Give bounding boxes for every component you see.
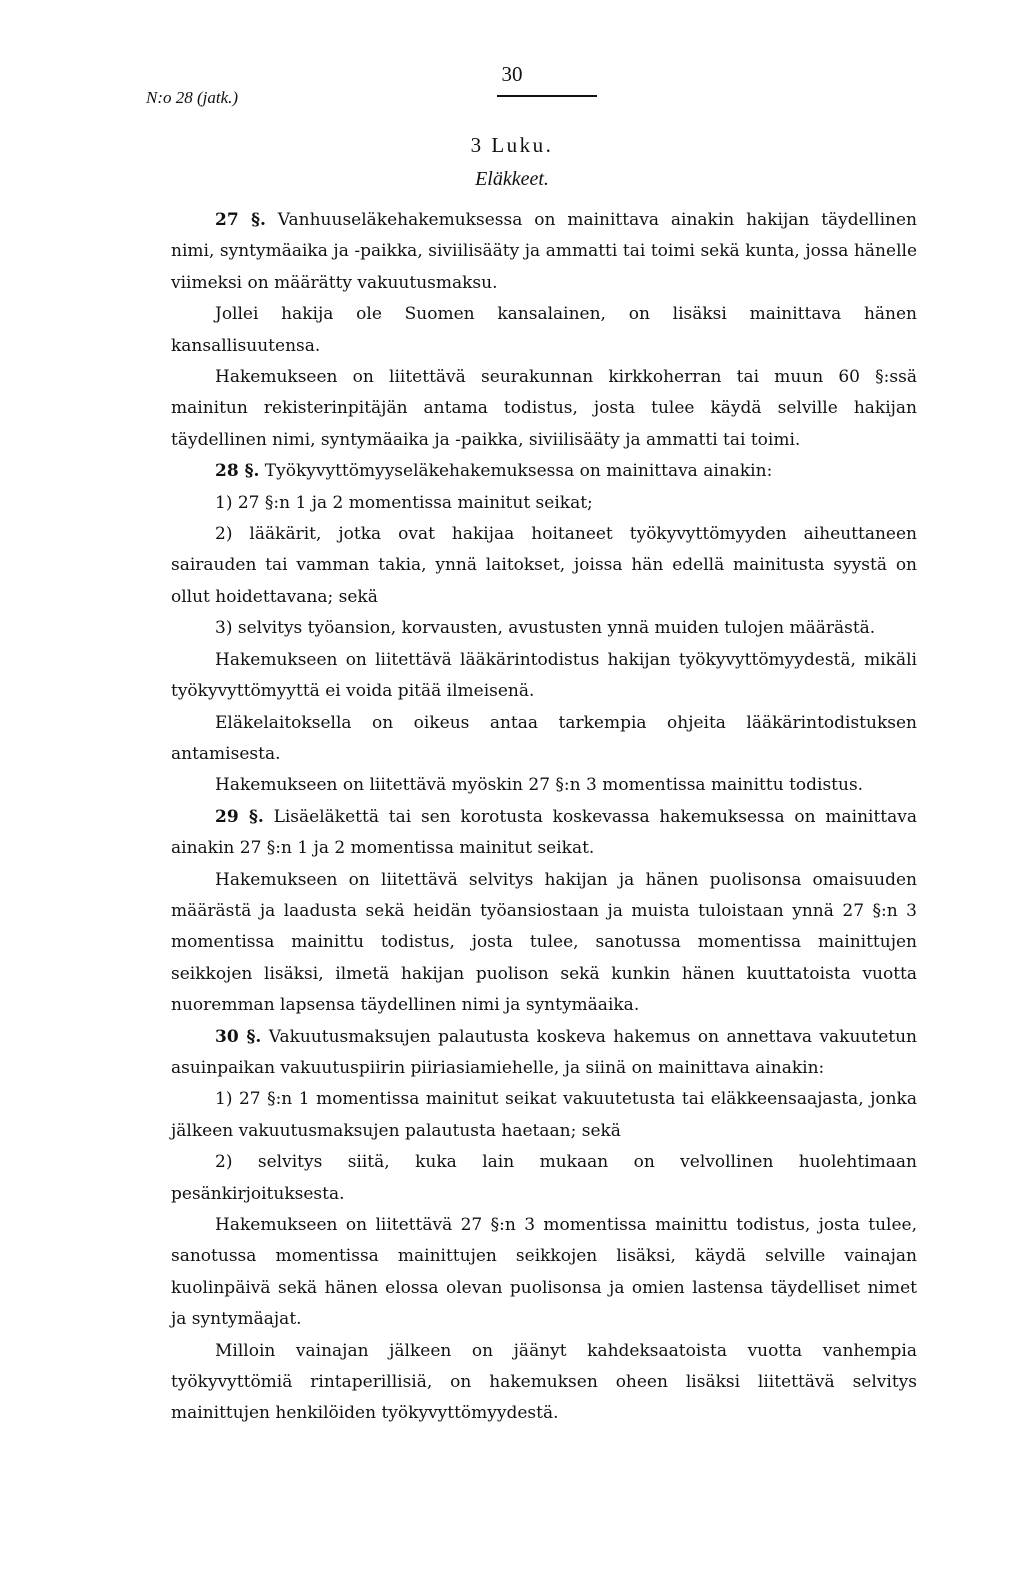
chapter-title: 3 Luku. <box>470 133 554 157</box>
paragraph-text: Eläkelaitoksella on oikeus antaa tarkempia ohjeita lääkärintodistuksen antamisesta. <box>171 712 917 764</box>
page-number: 30 <box>501 62 523 86</box>
paragraph-30-item-2 <box>171 1147 917 1210</box>
paragraph-text: Vanhuuseläkehakemuksessa on mainittava ainakin hakijan täydellinen nimi, syntymäaika ja -paikka, siviilisääty ja ammatti tai toimi sekä kunta, jossa hänelle viimeksi on määrätty vakuutusmaksu. <box>171 210 917 293</box>
paragraph-text: 1) 27 §:n 1 ja 2 momentissa mainitut seikat; <box>215 492 593 513</box>
section-number: 29 §. <box>215 806 264 827</box>
paragraph-28-3 <box>171 708 917 771</box>
paragraph-27-2 <box>171 299 917 362</box>
paragraph-text: Hakemukseen on liitettävä 27 §:n 3 momentissa mainittu todistus, josta tulee, sanotussa momentissa mainittujen seikkojen lisäksi, käydä selville vainajan kuolinpäivä sekä hänen elossa olevan puolisonsa ja omien lastensa täydelliset nimet ja syntymäajat. <box>171 1215 917 1330</box>
paragraph-text: Vakuutusmaksujen palautusta koskeva hakemus on annettava vakuutetun asuinpaikan vakuutuspiirin piiriasiamiehelle, ja siinä on mainittava ainakin: <box>171 1026 918 1078</box>
paragraph-30-item-1 <box>171 1084 917 1147</box>
paragraph-28-1 <box>171 456 917 487</box>
paragraph-27-3 <box>171 362 917 456</box>
page-number-rule <box>497 95 597 97</box>
paragraph-text: Milloin vainajan jälkeen on jäänyt kahdeksaatoista vuotta vanhempia työkyvyttömiä rintaperillisiä, on hakemuksen oheen lisäksi liitettävä selvitys mainittujen henkilöiden työkyvyttömyydestä. <box>171 1340 917 1424</box>
paragraph-30-2 <box>171 1210 917 1336</box>
paragraph-27-1 <box>171 205 917 299</box>
body-text <box>171 205 917 1430</box>
paragraph-text: Hakemukseen on liitettävä seurakunnan kirkkoherran tai muun 60 §:ssä mainitun rekisterinpitäjän antama todistus, josta tulee käydä selville hakijan täydellinen nimi, syntymäaika ja -paikka, siviilisääty ja ammatti tai toimi. <box>171 367 917 450</box>
statute-reference: N:o 28 (jatk.) <box>146 88 239 107</box>
paragraph-text: 3) selvitys työansion, korvausten, avustusten ynnä muiden tulojen määrästä. <box>215 618 876 639</box>
paragraph-text: Hakemukseen on liitettävä selvitys hakijan ja hänen puolisonsa omaisuuden määrästä ja laadusta sekä heidän työansiostaan ja muista tuloistaan ynnä 27 §:n 3 momentissa mainittu todistus, josta tulee, sanotussa momentissa mainittujen seikkojen lisäksi, ilmetä hakijan puolison sekä kunkin hänen kuuttatoista vuotta nuoremman lapsensa täydellinen nimi ja syntymäaika. <box>171 869 917 1016</box>
paragraph-text: 2) lääkärit, jotka ovat hakijaa hoitaneet työkyvyttömyyden aiheuttaneen sairauden tai vamman takia, ynnä laitokset, joissa hän edellä mainitusta syystä on ollut hoidettavana; sekä <box>171 524 917 607</box>
paragraph-28-4 <box>171 770 917 801</box>
paragraph-28-2 <box>171 645 917 708</box>
paragraph-29-1 <box>171 802 917 865</box>
paragraph-29-2 <box>171 865 917 1022</box>
paragraph-28-item-3 <box>171 613 917 644</box>
chapter-subtitle: Eläkkeet. <box>475 168 549 190</box>
paragraph-text: Lisäeläkettä tai sen korotusta koskevassa hakemuksessa on mainittava ainakin 27 §:n 1 ja 2 momentissa mainitut seikat. <box>171 806 917 859</box>
paragraph-text: Hakemukseen on liitettävä lääkärintodistus hakijan työkyvyttömyydestä, mikäli työkyvyttömyyttä ei voida pitää ilmeisenä. <box>171 649 917 702</box>
paragraph-text: 2) selvitys siitä, kuka lain mukaan on velvollinen huolehtimaan pesänkirjoituksesta. <box>171 1152 917 1204</box>
paragraph-30-3 <box>171 1336 917 1430</box>
paragraph-text: Työkyvyttömyyseläkehakemuksessa on mainittava ainakin: <box>259 461 773 482</box>
paragraph-28-item-2 <box>171 519 917 613</box>
section-number: 28 §. <box>215 461 260 482</box>
paragraph-30-1 <box>171 1022 917 1085</box>
paragraph-text: 1) 27 §:n 1 momentissa mainitut seikat vakuutetusta tai eläkkeensaajasta, jonka jälkeen vakuutusmaksujen palautusta haetaan; sekä <box>171 1089 917 1141</box>
paragraph-text: Hakemukseen on liitettävä myöskin 27 §:n 3 momentissa mainittu todistus. <box>215 775 864 796</box>
paragraph-28-item-1 <box>171 488 917 519</box>
section-number: 30 §. <box>215 1026 262 1047</box>
section-number: 27 §. <box>215 210 266 230</box>
paragraph-text: Jollei hakija ole Suomen kansalainen, on lisäksi mainittava hänen kansallisuutensa. <box>171 304 917 356</box>
